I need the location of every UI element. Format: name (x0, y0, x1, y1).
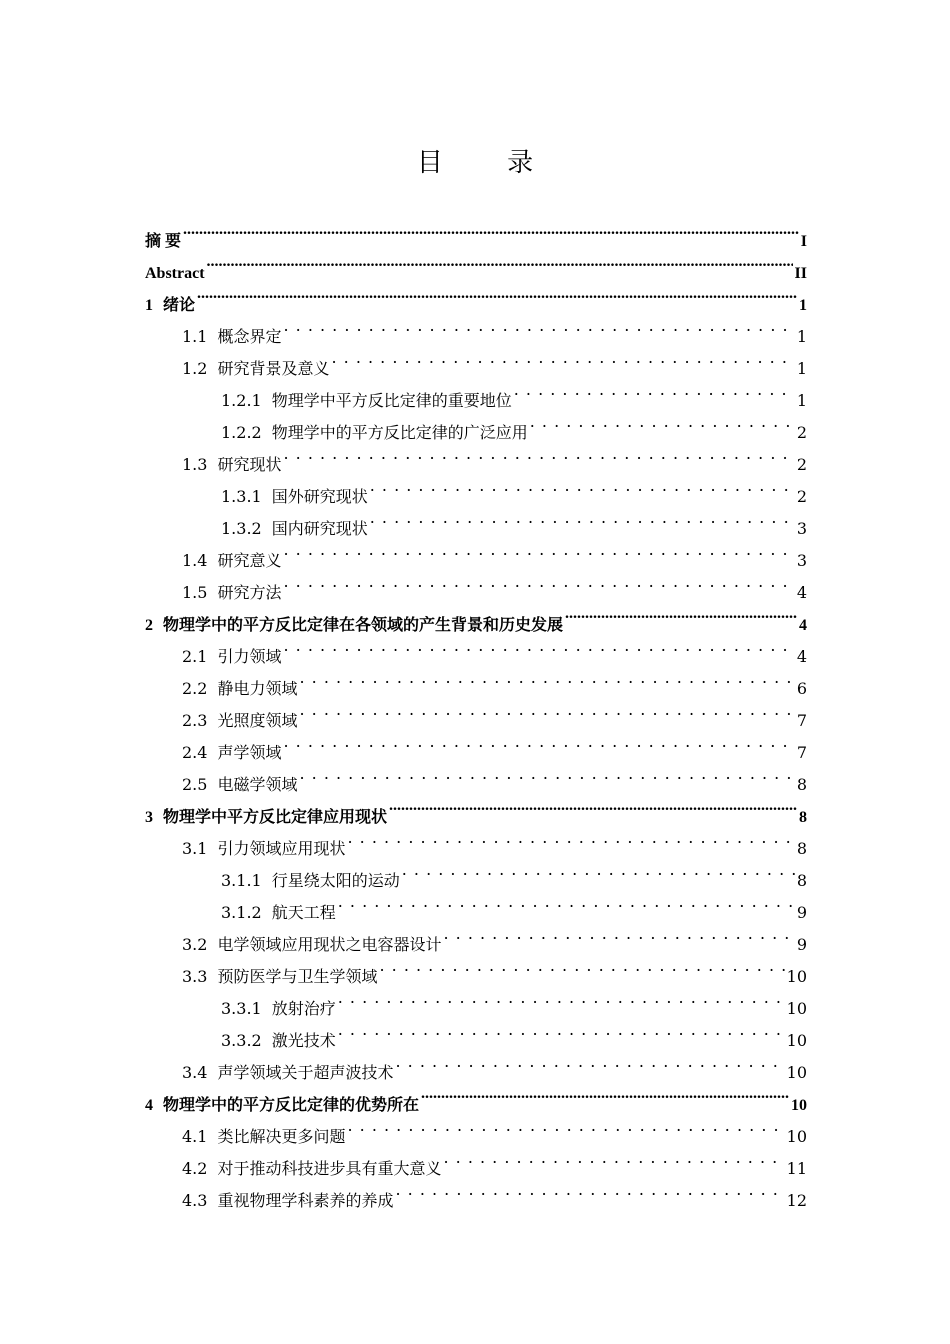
toc-entry-label: 电磁学领域 (217, 775, 298, 794)
dot-leader (283, 566, 794, 598)
dot-leader (283, 438, 794, 470)
toc-entry-label: 电学领域应用现状之电容器设计 (217, 935, 442, 954)
toc-entry[interactable] (145, 310, 807, 346)
toc-entry-page: 3 (796, 551, 807, 570)
toc-entry-number: 4.3 (182, 1191, 208, 1210)
toc-entry-number: 2 (145, 617, 153, 634)
dot-leader (370, 502, 795, 534)
toc-entry-number: 3.2 (182, 935, 208, 954)
toc-entry-number: 1 (145, 297, 153, 314)
dot-leader (197, 278, 797, 310)
toc-entry-label: 声学领域 (217, 743, 282, 762)
toc-entry-number: 1.3.1 (221, 487, 262, 506)
toc-entry-number: 2.5 (182, 775, 208, 794)
dot-leader (443, 918, 794, 950)
dot-leader (514, 374, 795, 406)
toc-entry-number: 1.3.2 (221, 519, 262, 538)
toc-entry-number: 2.2 (182, 679, 208, 698)
dot-leader (402, 854, 795, 886)
toc-entry[interactable] (145, 246, 807, 282)
toc-entry-label: 声学领域关于超声波技术 (217, 1063, 394, 1082)
toc-entry-page: 12 (786, 1191, 807, 1210)
dot-leader (283, 310, 794, 342)
toc-entry-number: 4.1 (182, 1127, 208, 1146)
toc-entry-page: 2 (796, 487, 807, 506)
dot-leader (183, 214, 799, 246)
toc-entry-page: 3 (796, 519, 807, 538)
dot-leader (389, 790, 797, 822)
dot-leader (338, 886, 795, 918)
dot-leader (338, 1014, 785, 1046)
toc-entry-page: 8 (799, 809, 807, 826)
toc-entry-label: 概念界定 (217, 327, 282, 346)
toc-entry-number: 1.5 (182, 583, 208, 602)
toc-entry-number: 3.3.2 (221, 1031, 262, 1050)
dot-leader (299, 662, 794, 694)
toc-entry-page: 10 (791, 1097, 807, 1114)
toc-entry-label: 光照度领域 (217, 711, 298, 730)
toc-entry-number: 1.4 (182, 551, 208, 570)
dot-leader (283, 534, 794, 566)
toc-entry-number: 2.4 (182, 743, 208, 762)
toc-entry-number: 4.2 (182, 1159, 208, 1178)
dot-leader (565, 598, 797, 630)
dot-leader (395, 1046, 784, 1078)
toc-entry-number: 1.2.1 (221, 391, 262, 410)
toc-entry[interactable] (145, 214, 807, 250)
toc-entry-page: 4 (796, 647, 807, 666)
toc-entry-page: I (800, 233, 807, 250)
dot-leader (338, 982, 785, 1014)
toc-entry-number: 1.3 (182, 455, 208, 474)
toc-entry-page: 9 (796, 935, 807, 954)
toc-entry-label: 研究背景及意义 (217, 359, 330, 378)
page-title: 目 录 (416, 148, 562, 178)
toc-entry-label: 研究现状 (217, 455, 282, 474)
toc-entry-page: 10 (786, 967, 807, 986)
toc-entry-label: 激光技术 (271, 1031, 336, 1050)
table-of-contents (145, 214, 807, 1210)
toc-entry-label: 国内研究现状 (271, 519, 368, 538)
toc-entry-label: 放射治疗 (271, 999, 336, 1018)
toc-entry-page: 2 (796, 423, 807, 442)
toc-entry-number: 2.1 (182, 647, 208, 666)
toc-entry-label: 类比解决更多问题 (217, 1127, 346, 1146)
toc-entry-page: 4 (796, 583, 807, 602)
toc-entry-label: 研究方法 (217, 583, 282, 602)
toc-entry-label: 绪论 (163, 297, 196, 314)
toc-entry-page: II (794, 265, 807, 282)
toc-entry-label: 对于推动科技进步具有重大意义 (217, 1159, 442, 1178)
toc-entry-number: 3.1.2 (221, 903, 262, 922)
toc-entry-label: 引力领域 (217, 647, 282, 666)
toc-entry-page: 11 (786, 1159, 807, 1178)
toc-entry-number: 3.1 (182, 839, 208, 858)
toc-entry-page: 1 (799, 297, 807, 314)
toc-entry-number: 3.4 (182, 1063, 208, 1082)
toc-entry-label: Abstract (145, 265, 205, 282)
toc-entry-page: 10 (786, 999, 807, 1018)
toc-entry-page: 1 (796, 327, 807, 346)
toc-entry-page: 10 (786, 1127, 807, 1146)
toc-entry-page: 8 (796, 839, 807, 858)
toc-entry-page: 2 (796, 455, 807, 474)
dot-leader (443, 1142, 784, 1174)
toc-entry-page: 8 (796, 775, 807, 794)
toc-entry-label: 物理学中的平方反比定律的广泛应用 (271, 423, 528, 442)
toc-entry-page: 7 (796, 743, 807, 762)
toc-entry-page: 1 (796, 359, 807, 378)
dot-leader (283, 630, 794, 662)
toc-entry-page: 8 (796, 871, 807, 890)
toc-entry-page: 4 (799, 617, 807, 634)
toc-entry-label: 物理学中的平方反比定律的优势所在 (163, 1097, 420, 1114)
toc-entry-label: 物理学中的平方反比定律在各领域的产生背景和历史发展 (163, 617, 564, 634)
toc-entry-label: 重视物理学科素养的养成 (217, 1191, 394, 1210)
toc-entry-page: 9 (796, 903, 807, 922)
dot-leader (347, 822, 794, 854)
toc-entry-number: 2.3 (182, 711, 208, 730)
dot-leader (379, 950, 784, 982)
toc-entry-label: 物理学中平方反比定律的重要地位 (271, 391, 512, 410)
dot-leader (299, 694, 794, 726)
toc-entry-page: 6 (796, 679, 807, 698)
toc-entry-number: 3.1.1 (221, 871, 262, 890)
toc-entry-number: 3.3 (182, 967, 208, 986)
dot-leader (395, 1174, 784, 1206)
dot-leader (283, 726, 794, 758)
toc-entry-page: 10 (786, 1063, 807, 1082)
toc-entry-label: 引力领域应用现状 (217, 839, 346, 858)
dot-leader (331, 342, 794, 374)
toc-entry-label: 航天工程 (271, 903, 336, 922)
toc-entry-number: 1.2.2 (221, 423, 262, 442)
toc-entry-label: 国外研究现状 (271, 487, 368, 506)
dot-leader (207, 246, 793, 278)
toc-entry-label: 研究意义 (217, 551, 282, 570)
toc-entry-number: 1.2 (182, 359, 208, 378)
toc-entry-label: 摘 要 (145, 233, 182, 250)
toc-entry-number: 1.1 (182, 327, 208, 346)
toc-entry-label: 静电力领域 (217, 679, 298, 698)
toc-entry-number: 3 (145, 809, 153, 826)
toc-entry-page: 10 (786, 1031, 807, 1050)
dot-leader (347, 1110, 784, 1142)
toc-entry[interactable] (145, 278, 807, 314)
toc-entry-label: 物理学中平方反比定律应用现状 (163, 809, 388, 826)
dot-leader (370, 470, 795, 502)
toc-entry-number: 3.3.1 (221, 999, 262, 1018)
toc-entry-page: 7 (796, 711, 807, 730)
toc-entry-label: 行星绕太阳的运动 (271, 871, 400, 890)
toc-entry-number: 4 (145, 1097, 153, 1114)
dot-leader (530, 406, 795, 438)
toc-entry-page: 1 (796, 391, 807, 410)
dot-leader (299, 758, 794, 790)
dot-leader (421, 1078, 789, 1110)
toc-entry-label: 预防医学与卫生学领域 (217, 967, 378, 986)
